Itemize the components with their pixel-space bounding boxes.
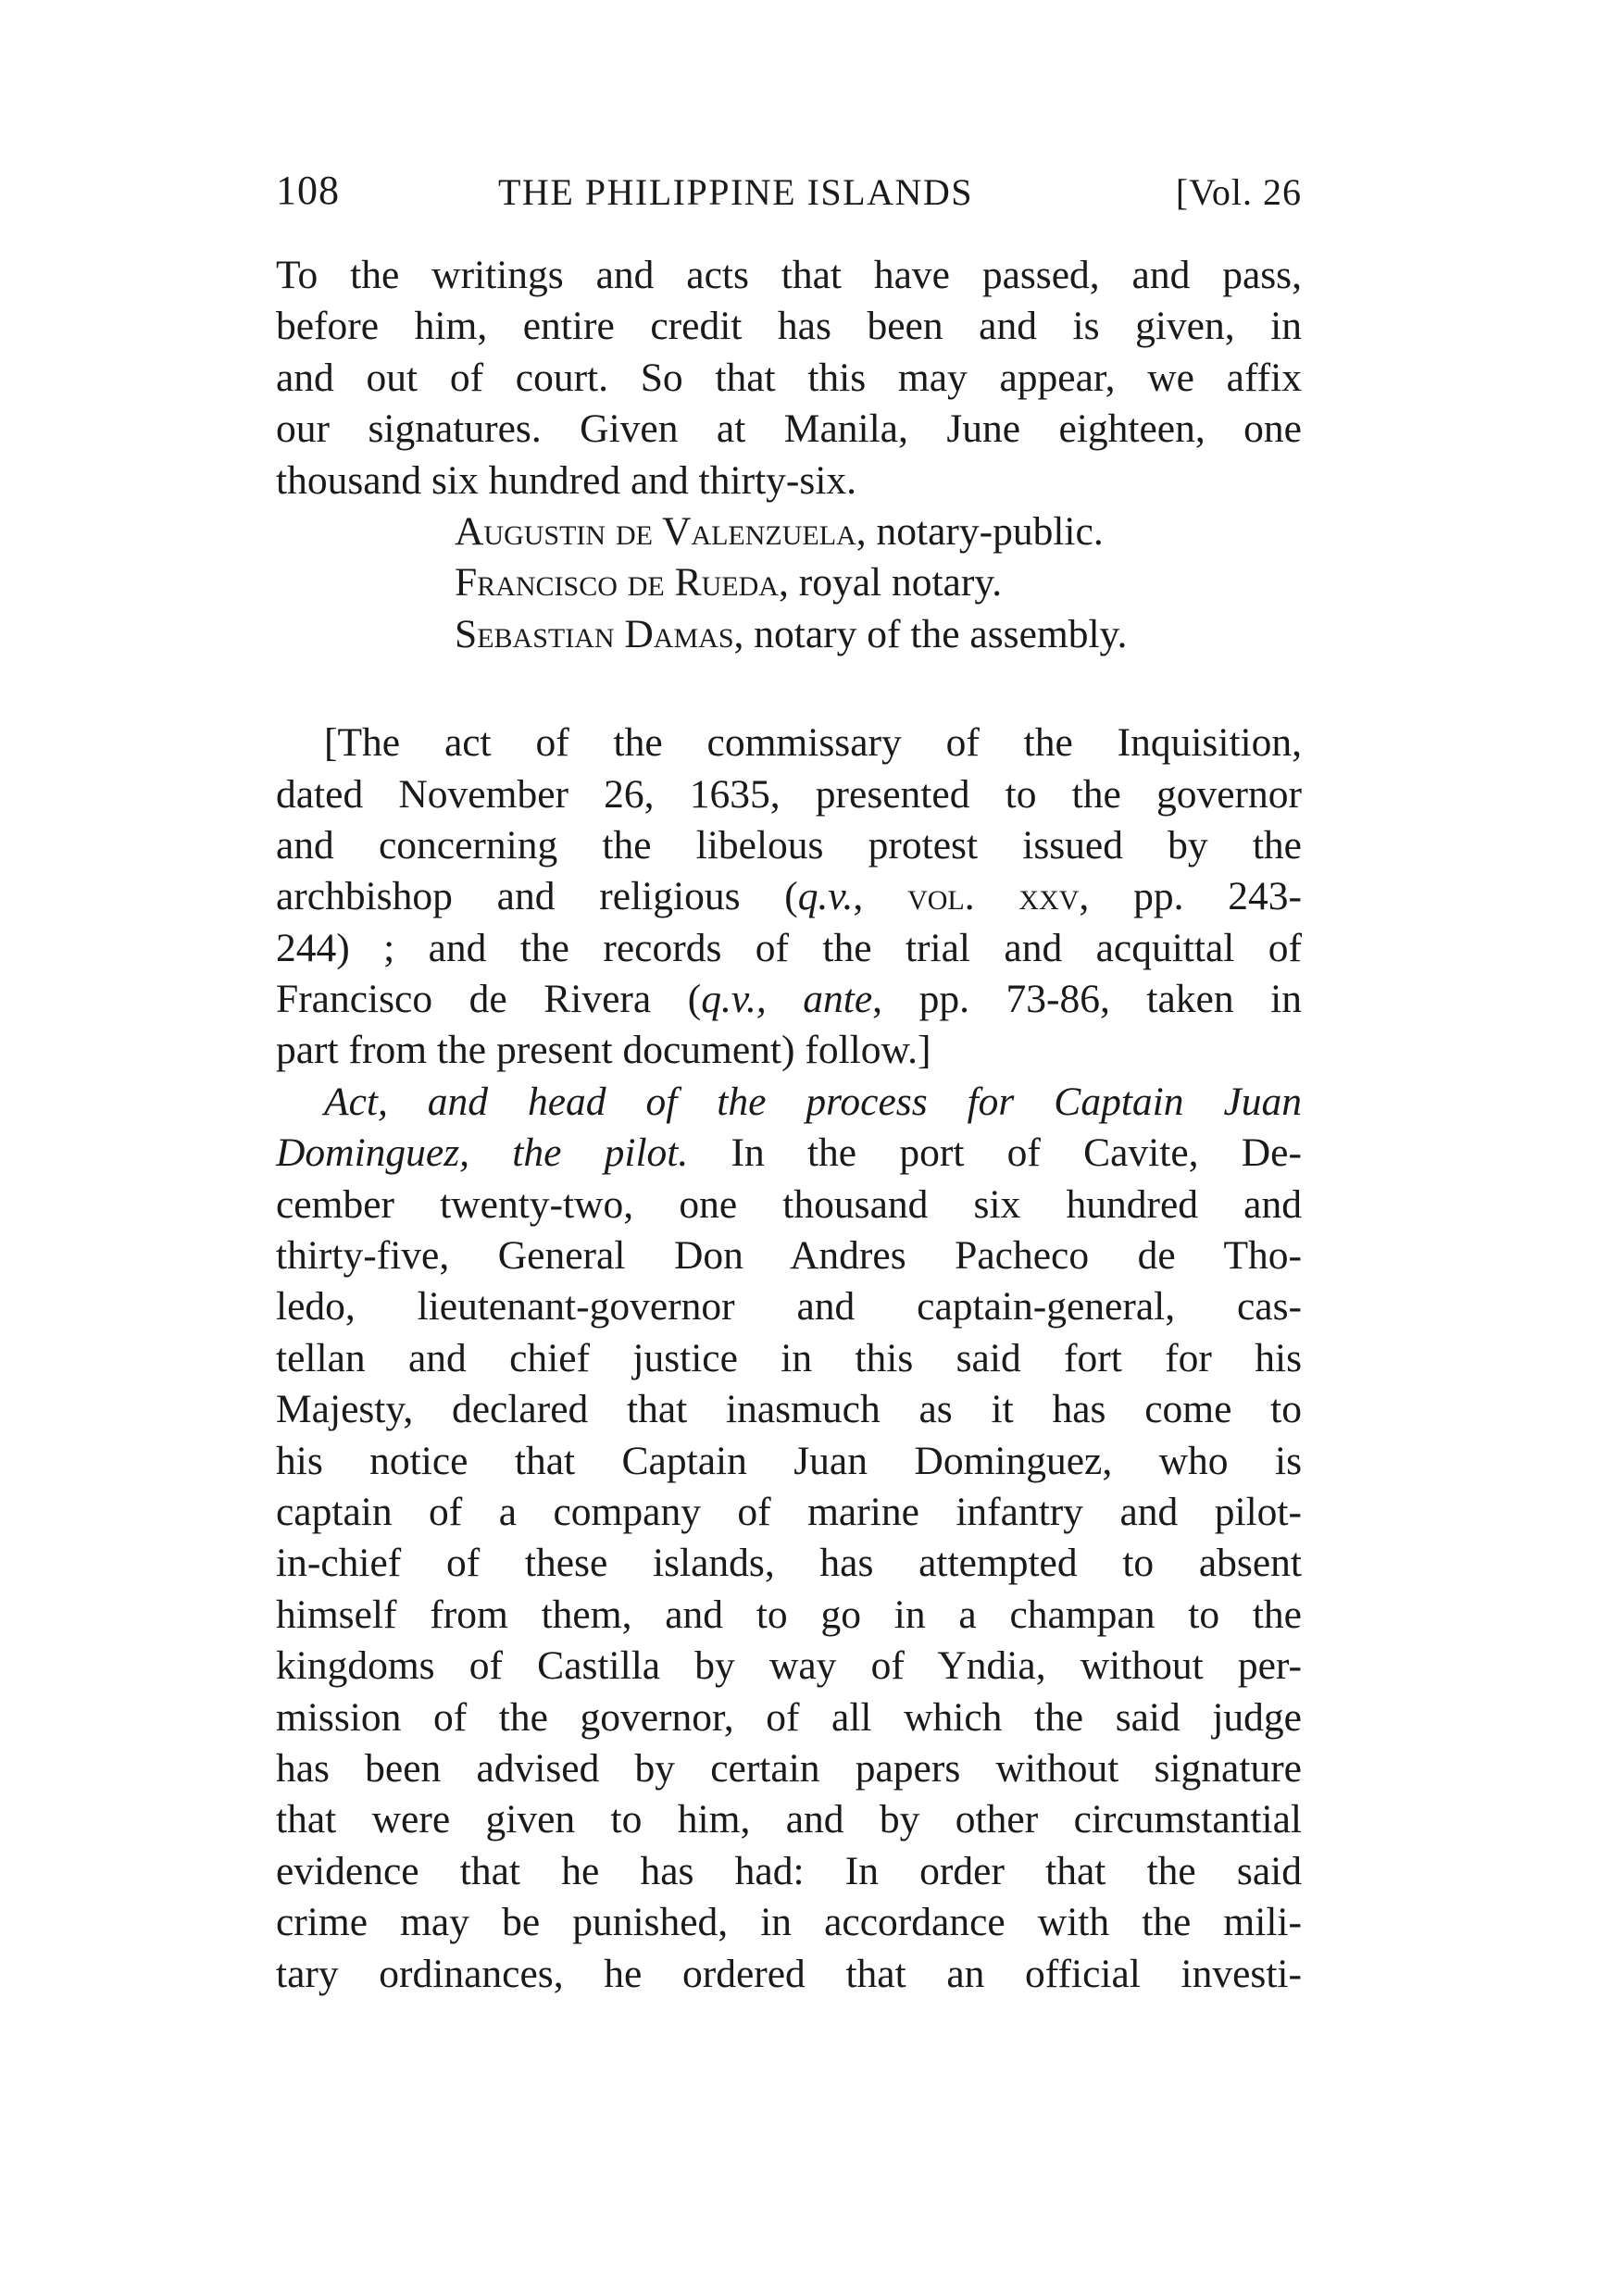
- text-line: and concerning the libelous protest issued by the: [276, 822, 1302, 868]
- signature-line: [276, 557, 1302, 608]
- text-line: dated November 26, 1635, presented to the governor: [276, 771, 1302, 817]
- text-line: mission of the governor, of all which the said judge: [276, 1694, 1302, 1740]
- signatory-role: , royal notary.: [778, 560, 1003, 606]
- text-run: archbishop and religious (: [276, 874, 798, 919]
- running-title: THE PHILIPPINE ISLANDS: [498, 171, 973, 213]
- text-run: , pp. 73-86, taken in: [872, 977, 1302, 1022]
- signatory-name: Francisco de Rueda: [455, 560, 779, 606]
- text-line: thousand six hundred and thirty-six.: [276, 457, 857, 503]
- text-line: has been advised by certain papers without signature: [276, 1745, 1302, 1791]
- text-run-italic: Dominguez, the pilot.: [276, 1130, 689, 1176]
- text-line: [The act of the commissary of the Inquisition,: [324, 720, 1302, 766]
- signatory-role: , notary-public.: [856, 508, 1104, 554]
- text-run: , pp. 243-: [1079, 874, 1302, 919]
- text-line: kingdoms of Castilla by way of Yndia, without per-: [276, 1643, 1302, 1689]
- text-line: our signatures. Given at Manila, June eighteen, one: [276, 406, 1302, 452]
- paragraph-gap: [276, 660, 1302, 718]
- signature-line: [276, 609, 1302, 660]
- text-run: ,: [853, 874, 908, 919]
- text-line: his notice that Captain Juan Dominguez, who is: [276, 1438, 1302, 1483]
- page-number: 108: [276, 168, 340, 213]
- text-run-italic: q.v., ante: [701, 977, 873, 1022]
- text-line: To the writings and acts that have passed, and pass,: [276, 253, 1302, 297]
- text-line: crime may be punished, in accordance with the mili-: [276, 1900, 1302, 1945]
- running-header: [276, 167, 1302, 222]
- text-line: Majesty, declared that inasmuch as it has come to: [276, 1387, 1302, 1432]
- text-line: [276, 1128, 1302, 1179]
- text-line: that were given to him, and by other circumstantial: [276, 1797, 1302, 1842]
- body-text: [276, 250, 1302, 2000]
- text-line: himself from them, and to go in a champan to the: [276, 1592, 1302, 1637]
- text-line: [276, 871, 1302, 922]
- text-line: captain of a company of marine infantry and pilot-: [276, 1489, 1302, 1534]
- text-line: tary ordinances, he ordered that an official investi-: [276, 1951, 1302, 1996]
- text-line: in-chief of these islands, has attempted to absent: [276, 1541, 1302, 1586]
- text-run-smallcaps: vol. xxv: [907, 874, 1080, 919]
- text-run: In the port of Cavite, De-: [688, 1130, 1302, 1176]
- text-line: before him, entire credit has been and is given, in: [276, 304, 1302, 349]
- signature-line: [276, 506, 1302, 557]
- text-run: Francisco de Rivera (: [276, 977, 702, 1022]
- text-line: evidence that he has had: In order that the said: [276, 1848, 1302, 1893]
- text-line: [276, 974, 1302, 1025]
- signatory-name: Sebastian Damas: [455, 611, 734, 656]
- text-line: cember twenty-two, one thousand six hundred and: [276, 1181, 1302, 1227]
- text-line: 244) ; and the records of the trial and acquittal of: [276, 925, 1302, 970]
- text-line: thirty-five, General Don Andres Pacheco de Tho-: [276, 1233, 1302, 1279]
- text-run-italic: q.v.: [797, 874, 854, 919]
- signatory-name: Augustin de Valenzuela: [455, 508, 856, 554]
- text-line: part from the present document) follow.]: [276, 1028, 931, 1073]
- text-line: tellan and chief justice in this said fort for his: [276, 1335, 1302, 1380]
- text-line: and out of court. So that this may appear, we affix: [276, 355, 1302, 400]
- volume-label: [Vol. 26: [1175, 171, 1302, 213]
- text-line: Act, and head of the process for Captain Juan: [324, 1079, 1302, 1124]
- signatory-role: , notary of the assembly.: [733, 611, 1128, 656]
- text-line: ledo, lieutenant-governor and captain-general, cas-: [276, 1284, 1302, 1330]
